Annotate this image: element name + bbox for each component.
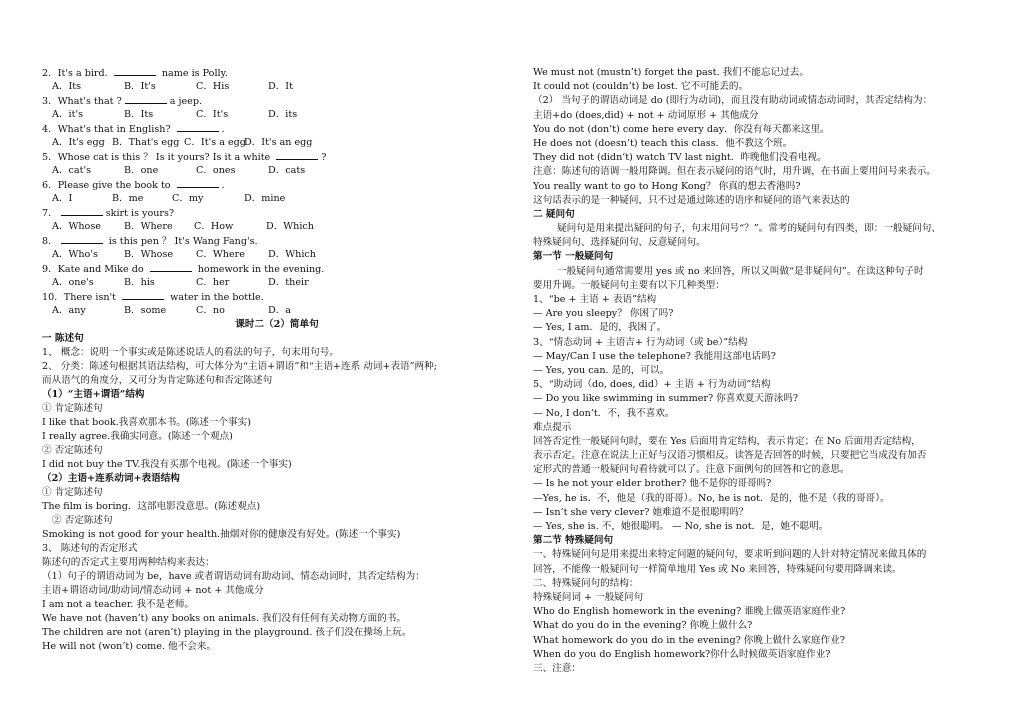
question-9: 9．Kate and Mike do homework in the evening. (42, 264, 325, 275)
paragraph: 一般疑问句通常需要用 yes 或 no 来回答，所以又叫做“是非疑问句”。在读这种句子时 (557, 265, 924, 277)
paragraph: 回答，不能像一般疑问句一样简单地用 Yes 或 No 来回答，特殊疑问句要用降调来读。 (533, 563, 902, 575)
example-sentence: You really want to go to Hong Kong？ 你真的想去香港吗? (533, 180, 801, 192)
paragraph: 二、特殊疑问句的结构： (533, 577, 639, 589)
paragraph: 疑问句是用来提出疑问的句子，句末用问号“？”。常考的疑问句有四类，即：一般疑问句、 (557, 223, 941, 235)
paragraph: 2、 分类：陈述句根据其语法结构，可大体分为“主语+谓语”和“主语+连系 动词+表语”两种; (42, 361, 437, 372)
tip-heading: 难点提示 (533, 421, 572, 433)
question-10: 10．There isn't water in the bottle. (42, 292, 264, 303)
question-2-options: A．Its B．It's C．His D．It (52, 81, 293, 92)
example-sentence: It could not (couldn’t) be lost. 它不可能丢的。 (533, 81, 749, 93)
example-sentence: —Yes, he is．不，他是（我的哥哥）。No, he is not．是的，他不是（我的哥哥）。 (533, 492, 890, 504)
paragraph: 要用升调。一般疑问句主要有以下几种类型： (533, 279, 725, 291)
example-sentence: — Yes, you can. 是的，可以。 (533, 364, 670, 376)
example-sentence: The children are not (aren’t) playing in the playground. 孩子们没在操场上玩。 (42, 627, 412, 638)
example-sentence: I really agree.我确实同意。(陈述一个观点) (42, 431, 233, 442)
paragraph: 主语+do (does,did) + not + 动词原形 + 其他成分 (533, 109, 759, 121)
question-5-options: A．cat's B．one C．ones D．cats (52, 165, 306, 176)
example-sentence: — Yes, she is. 不，她很聪明。 — No, she is not．是，她不聪明。 (533, 521, 829, 532)
example-sentence: Who do English homework in the evening? 谁晚上做英语家庭作业? (533, 606, 846, 618)
question-6-options: A．I B．me C．my D．mine (52, 193, 286, 204)
question-8: 8． is this pen ？ It's Wang Fang's. (42, 236, 258, 247)
example-sentence: When do you do English homework?你什么时候做英语家庭作业? (533, 648, 831, 660)
example-sentence: The film is boring．这部电影没意思。(陈述观点) (42, 501, 261, 512)
question-9-options: A．one's B．his C．her D．their (52, 277, 309, 288)
paragraph: 回答否定性一般疑问句时，要在 Yes 后面用肯定结构，表示肯定；在 No 后面用否定结构， (533, 435, 921, 447)
example-sentence: He will not (won’t) come. 他不会来。 (42, 641, 217, 652)
section-heading: 二 疑问句 (533, 208, 575, 220)
paragraph: （2） 当句子的谓语动词是 do (即行为动词)，而且没有助动词或情态动词时，其否定结构为： (533, 95, 933, 107)
question-3-options: A．it's B．Its C．It's D．its (52, 109, 298, 120)
answer-blank (61, 206, 103, 216)
subheading: ② 否定陈述句 (42, 445, 103, 456)
example-sentence: We must not (mustn’t) forget the past. 我们不能忘记过去。 (533, 67, 809, 78)
example-sentence: — Do you like swimming in summer? 你喜欢夏天游泳吗? (533, 393, 799, 405)
paragraph: 表示否定。注意在说法上正好与汉语习惯相反。读答是否回答的时候，只要把它当成没有加否 (533, 450, 927, 462)
answer-blank (150, 262, 192, 272)
paragraph: 特殊疑问句、选择疑问句、反意疑问句。 (533, 237, 706, 249)
subheading: ① 肯定陈述句 (42, 403, 103, 414)
subsection-heading: （1）“主语+谓语”结构 (42, 389, 145, 400)
example-sentence: I am not a teacher. 我不是老师。 (42, 599, 195, 610)
answer-blank (125, 94, 167, 104)
question-10-options: A．any B．some C．no D．a (52, 305, 292, 316)
example-sentence: They did not (didn’t) watch TV last night．昨晚他们没看电视。 (533, 152, 827, 164)
paragraph: 3、 陈述句的否定形式 (42, 543, 138, 554)
example-sentence: — Yes, I am．是的，我困了。 (533, 322, 667, 334)
lesson-title: 课时二（2）简单句 (235, 319, 319, 330)
paragraph: 而从语气的角度分，又可分为肯定陈述句和否定陈述句 (42, 375, 273, 386)
paragraph: 定形式的普通一般疑问句看待就可以了。注意下面例句的回答和它的意思。 (533, 464, 850, 476)
question-8-options: A．Who's B．Whose C．Where D．Which (52, 249, 316, 260)
question-7: 7． skirt is yours? (42, 208, 175, 219)
paragraph: 三、注意： (533, 662, 581, 674)
structure-heading: 3、“情态动词 + 主语吉+ 行为动词（或 be）”结构 (533, 336, 748, 348)
example-sentence: You do not (don’t) come here every day．你没有每天都来这里。 (533, 123, 830, 135)
subsection-heading: 第一节 一般疑问句 (533, 251, 614, 263)
question-4-options: A．It's egg B．That's egg C．It's a eggD．It's an egg (52, 137, 313, 148)
structure-heading: 5、“助动词（do, does, did）+ 主语 + 行为动词”结构 (533, 379, 771, 391)
paragraph: 陈述句的否定式主要用两种结构来表达： (42, 557, 215, 568)
structure-heading: 1、“be + 主语 + 表语”结构 (533, 294, 657, 305)
example-sentence: We have not (haven’t) any books on animals. 我们没有任何有关动物方面的书。 (42, 613, 406, 624)
paragraph: 1、 概念：说明一个事实或是陈述说话人的看法的句子，句末用句号。 (42, 347, 339, 358)
question-2: 2．It's a bird. name is Polly. (42, 68, 228, 79)
paragraph: 注意：陈述句的语调一般用降调。但在表示疑问的语气时，用升调，在书面上要用问号来表示。 (533, 166, 936, 178)
example-sentence: What homework do you do in the evening? 你晚上做什么家庭作业? (533, 634, 845, 646)
example-sentence: I like that book.我喜欢那本书。(陈述一个事实) (42, 417, 251, 428)
subsection-heading: （2）主语+连系动词+表语结构 (42, 473, 180, 484)
example-sentence: I did not buy the TV.我没有买那个电视。(陈述一个事实) (42, 459, 292, 470)
answer-blank (61, 234, 103, 244)
question-7-options: A．Whose B．Where C．How D．Which (52, 221, 314, 232)
example-sentence: — Are you sleepy？ 你困了吗? (533, 308, 674, 320)
question-5: 5．Whose cat is this ？ Is it yours? Is it a white ? (42, 152, 327, 163)
question-4: 4．What's that in English? . (42, 124, 225, 135)
example-sentence: What do you do in the evening? 你晚上做什么? (533, 620, 753, 632)
paragraph: （1）句子的谓语动词为 be，have 或者谓语动词有助动词、情态动词时，其否定结构为： (42, 571, 425, 582)
section-heading: 一 陈述句 (42, 333, 84, 344)
answer-blank (177, 178, 219, 188)
paragraph: 这句话表示的是一种疑问，只不过是通过陈述的语序和疑问的语气来表达的 (533, 194, 850, 206)
right-column (533, 66, 995, 676)
paragraph: 特殊疑问词 + 一般疑问句 (533, 591, 644, 603)
example-sentence: He does not (doesn’t) teach this class．他不教这个班。 (533, 137, 793, 149)
answer-blank (122, 290, 164, 300)
paragraph: 主语+谓语动词/助动词/情态动词 + not + 其他成分 (42, 585, 264, 596)
example-sentence: — No, I don’t．不，我不喜欢。 (533, 407, 675, 419)
subheading: ① 肯定陈述句 (42, 487, 103, 498)
example-sentence: — Is he not your elder brother? 他不是你的哥哥吗? (533, 478, 772, 490)
left-column (42, 66, 512, 654)
answer-blank (276, 150, 318, 160)
example-sentence: Smoking is not good for your health.抽烟对你的健康没有好处。(陈述一个事实) (42, 529, 401, 540)
subheading: ② 否定陈述句 (52, 515, 113, 526)
subsection-heading: 第二节 特殊疑问句 (533, 535, 614, 547)
question-3: 3．What's that ? a jeep. (42, 96, 203, 107)
answer-blank (177, 122, 219, 132)
example-sentence: — May/Can I use the telephone? 我能用这部电话吗? (533, 350, 776, 362)
answer-blank (114, 66, 156, 76)
example-sentence: — Isn’t she very clever? 她难道不是很聪明吗？ (533, 506, 749, 518)
paragraph: 一、特殊疑问句是用来提出来特定问题的疑问句，要求听到问题的人针对特定情况来做具体的 (533, 549, 927, 561)
question-6: 6．Please give the book to . (42, 180, 225, 191)
